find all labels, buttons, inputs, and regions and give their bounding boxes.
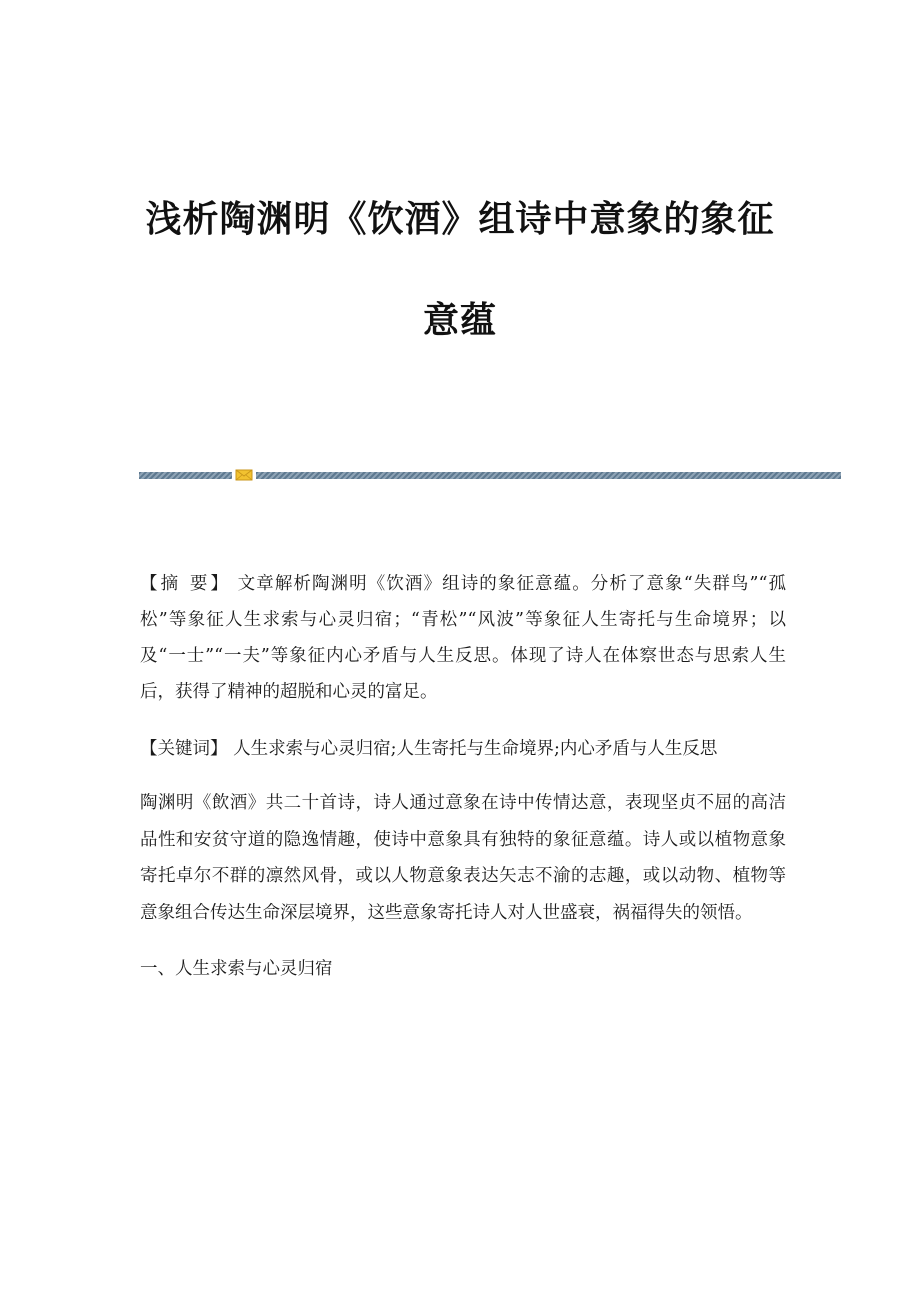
envelope-ornament-icon: [235, 468, 253, 482]
abstract-paragraph: [140, 566, 786, 710]
abstract-label: 【摘 要】: [140, 574, 231, 594]
title-line-1: 浅析陶渊明《饮酒》组诗中意象的象征: [145, 199, 775, 240]
keywords-paragraph: [140, 731, 786, 767]
section-heading: 一、人生求索与心灵归宿: [140, 959, 333, 979]
body-paragraph: 陶渊明《飲酒》共二十首诗，诗人通过意象在诗中传情达意，表现坚贞不屈的高洁品性和安贫守道的隐逸情趣，使诗中意象具有独特的象征意蕴。诗人或以植物意象寄托卓尔不群的凛然风骨，或以人物意象表达矢志不渝的志趣，或以动物、植物等意象组合传达生命深层境界，这些意象寄托诗人对人世盛衰，祸福得失的领悟。: [140, 793, 786, 923]
keywords-text: 人生求索与心灵归宿;人生寄托与生命境界;内心矛盾与人生反思: [233, 739, 718, 759]
title-divider: [139, 468, 841, 482]
divider-bar-left: [139, 472, 232, 479]
title-line-2: 意蕴: [422, 300, 497, 341]
document-body: [140, 566, 786, 987]
document-title: [0, 200, 920, 341]
keywords-label: 【关键词】: [140, 739, 228, 759]
divider-bar-right: [256, 472, 841, 479]
abstract-text: 文章解析陶渊明《饮酒》组诗的象征意蕴。分析了意象“失群鸟”“孤松”等象征人生求索与心灵归宿；“青松”“风波”等象征人生寄托与生命境界；以及“一士”“一夫”等象征内心矛盾与人生反思。体现了诗人在体察世态与思索人生后，获得了精神的超脱和心灵的富足。: [140, 574, 786, 702]
